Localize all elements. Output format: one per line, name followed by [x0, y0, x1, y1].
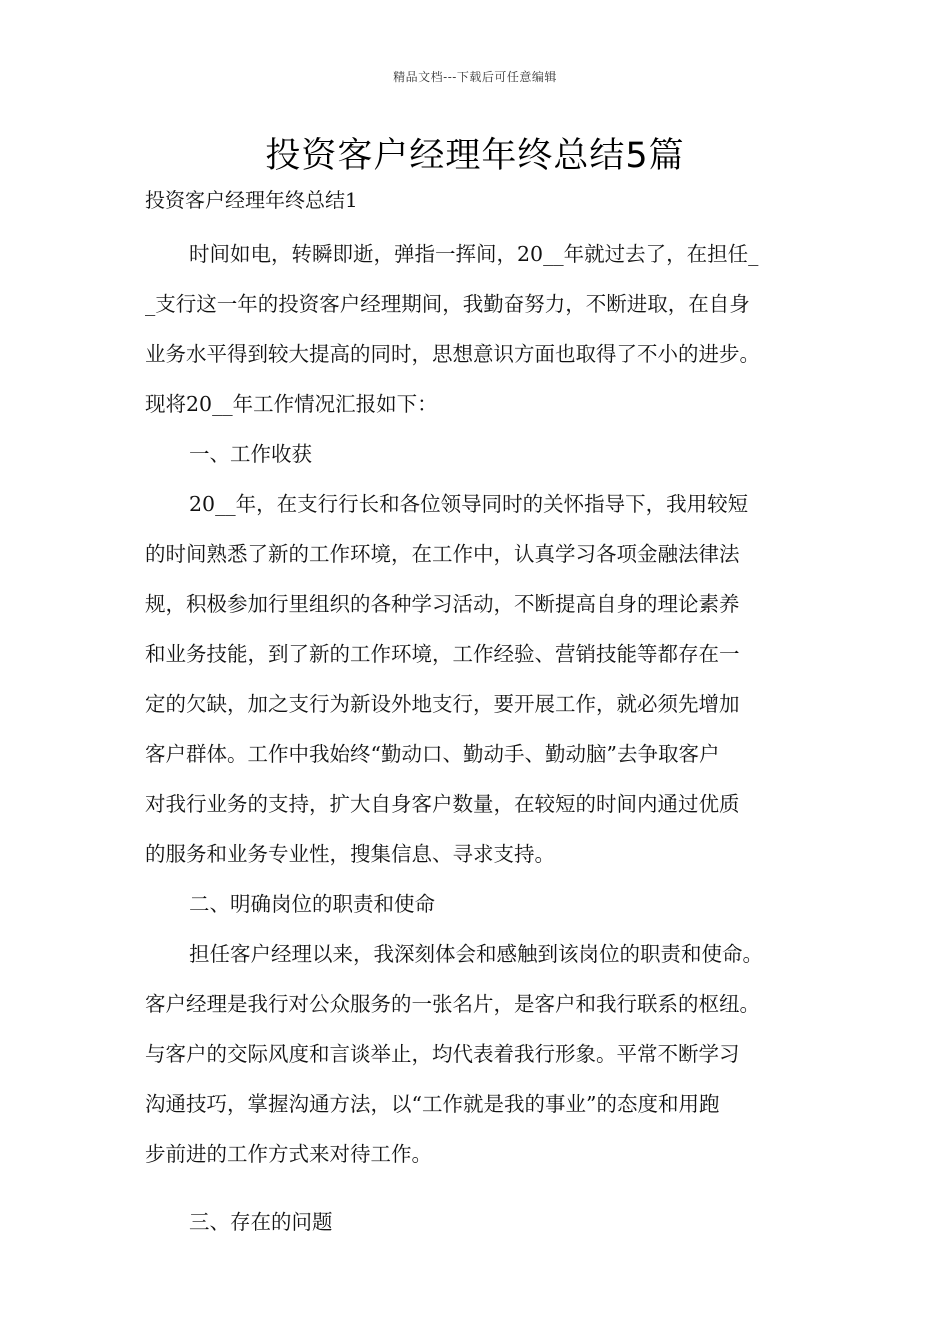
text-line: 20__年，在支行行长和各位领导同时的关怀指导下，我用较短 [189, 492, 749, 516]
text-line: 的服务和业务专业性，搜集信息、寻求支持。 [145, 842, 555, 866]
spacer [145, 1179, 825, 1197]
document-body [145, 185, 825, 1247]
text-line: 规，积极参加行里组织的各种学习活动，不断提高自身的理论素养 [145, 592, 740, 616]
header-note: 精品文档---下载后可任意编辑 [393, 70, 557, 84]
text-line: 客户经理是我行对公众服务的一张名片，是客户和我行联系的枢纽。 [145, 992, 760, 1016]
text-line: 沟通技巧，掌握沟通方法，以“工作就是我的事业”的态度和用跑 [145, 1092, 720, 1116]
text-line: 时间如电，转瞬即逝，弹指一挥间，20__年就过去了，在担任_ [189, 242, 759, 266]
text-line: 与客户的交际风度和言谈举止，均代表着我行形象。平常不断学习 [145, 1042, 740, 1066]
text-line: 的时间熟悉了新的工作环境，在工作中，认真学习各项金融法律法 [145, 542, 740, 566]
text-line: 现将20__年工作情况汇报如下： [145, 392, 438, 416]
text-line: 和业务技能，到了新的工作环境，工作经验、营销技能等都存在一 [145, 642, 740, 666]
paragraph-section2 [145, 929, 825, 1179]
text-line: 定的欠缺，加之支行为新设外地支行，要开展工作，就必须先增加 [145, 692, 740, 716]
document-title: 投资客户经理年终总结5篇 [265, 136, 685, 176]
text-line: 担任客户经理以来，我深刻体会和感触到该岗位的职责和使命。 [189, 942, 763, 966]
paragraph-section1 [145, 479, 825, 879]
text-line: _支行这一年的投资客户经理期间，我勤奋努力，不断进取，在自身 [145, 292, 750, 316]
text-line: 步前进的工作方式来对待工作。 [145, 1142, 432, 1166]
subtitle: 投资客户经理年终总结1 [145, 188, 358, 212]
section-heading: 二、明确岗位的职责和使命 [189, 892, 435, 916]
paragraph-intro [145, 229, 825, 429]
section-heading: 三、存在的问题 [189, 1210, 333, 1234]
text-line: 业务水平得到较大提高的同时，思想意识方面也取得了不小的进步。 [145, 342, 760, 366]
text-line: 对我行业务的支持，扩大自身客户数量，在较短的时间内通过优质 [145, 792, 740, 816]
section-heading: 一、工作收获 [189, 442, 312, 466]
text-line: 客户群体。工作中我始终“勤动口、勤动手、勤动脑”去争取客户 [145, 742, 720, 766]
